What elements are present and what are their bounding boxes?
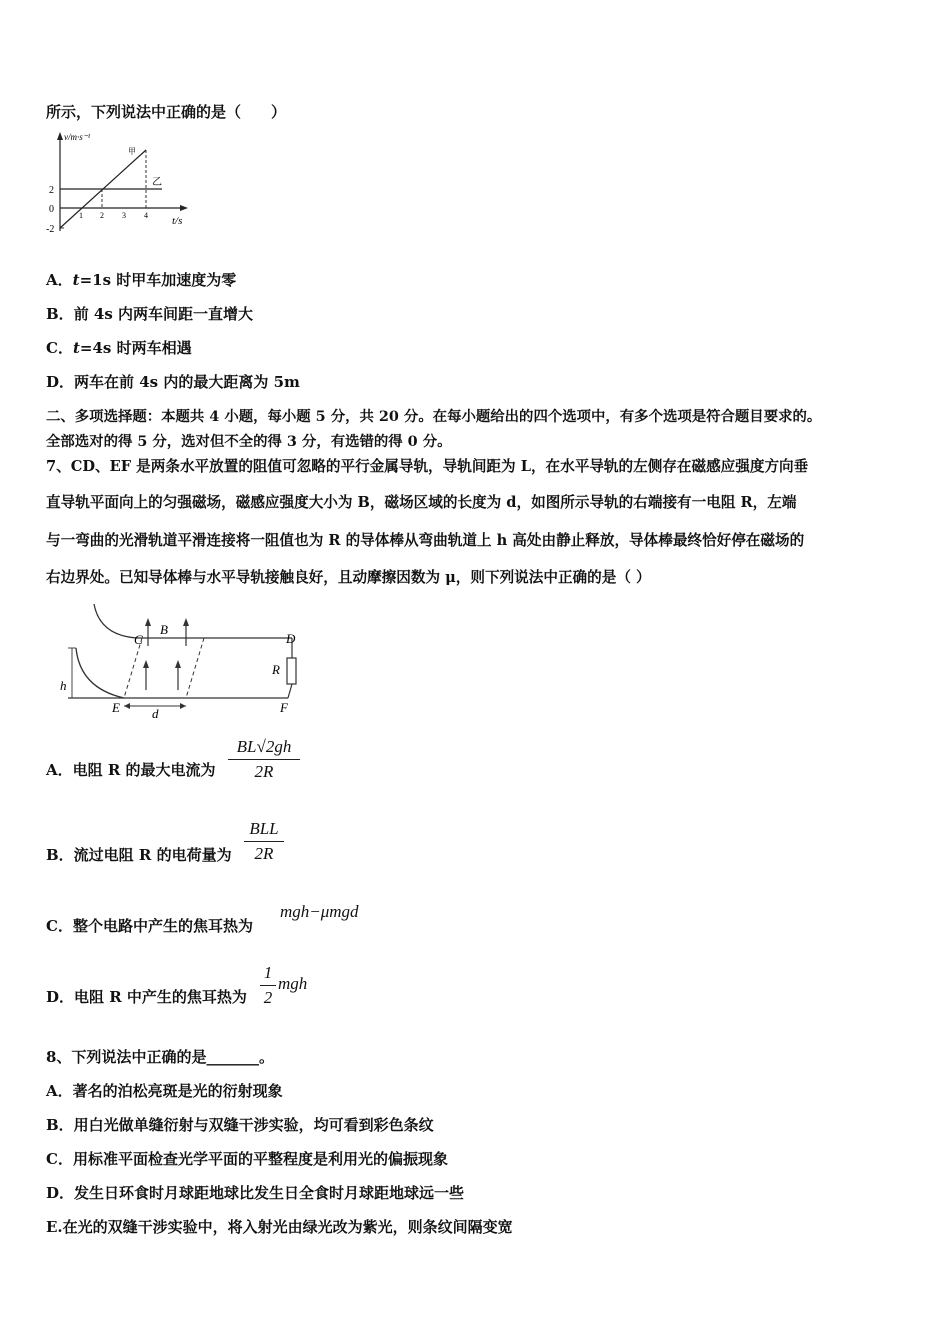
label-d: d bbox=[152, 706, 159, 718]
q8-stem: 8、下列说法中正确的是_______。 bbox=[46, 1048, 274, 1066]
option-var: t bbox=[72, 339, 80, 357]
fraction-numerator: BLL bbox=[249, 819, 279, 838]
q6-option-d[interactable] bbox=[46, 372, 300, 392]
label-h: h bbox=[60, 678, 67, 693]
option-text: 前 4s 内两车间距一直增大 bbox=[73, 305, 254, 323]
q8-option-d[interactable]: D．发生日环食时月球距地球比发生日全食时月球距地球远一些 bbox=[46, 1184, 465, 1202]
q7-option-c[interactable]: C．整个电路中产生的焦耳热为 bbox=[46, 917, 253, 935]
x-tick-4: 4 bbox=[144, 211, 148, 220]
q7-option-d-fraction bbox=[260, 962, 276, 1009]
vt-graph bbox=[44, 128, 204, 243]
q7-option-b-fraction bbox=[244, 818, 284, 865]
line-yi-label: 乙 bbox=[152, 177, 162, 188]
q6-option-b[interactable] bbox=[46, 304, 253, 324]
fraction-bar bbox=[244, 841, 284, 842]
q7-option-c-expression: mgh−μmgd bbox=[280, 902, 359, 921]
x-tick-1: 1 bbox=[79, 211, 83, 220]
section2-line1: 二、多项选择题：本题共 4 小题，每小题 5 分，共 20 分。在每小题给出的四个选项中，有多个选项是符合题目要求的。 bbox=[46, 408, 822, 425]
y-tick-2: 2 bbox=[49, 185, 54, 196]
label-C: C bbox=[134, 632, 143, 647]
label-F: F bbox=[280, 700, 288, 715]
q6-option-a[interactable] bbox=[46, 270, 236, 290]
fraction-numerator: BL√2gh bbox=[236, 737, 292, 756]
q6-option-c[interactable] bbox=[46, 338, 192, 358]
label-E: E bbox=[112, 700, 120, 715]
x-tick-3: 3 bbox=[122, 211, 126, 220]
y-axis-label: v/m·s⁻¹ bbox=[64, 132, 91, 142]
q7-option-d[interactable]: D．电阻 R 中产生的焦耳热为 bbox=[46, 988, 247, 1006]
fraction-bar bbox=[228, 759, 300, 760]
rail-figure bbox=[56, 600, 306, 718]
label-R: R bbox=[272, 662, 280, 677]
line-jia-label: 甲 bbox=[128, 147, 136, 156]
x-tick-2: 2 bbox=[100, 211, 104, 220]
option-text: 两车在前 4s 内的最大距离为 5m bbox=[74, 373, 300, 391]
fraction-denominator: 2 bbox=[263, 988, 273, 1007]
q7-option-a[interactable]: A．电阻 R 的最大电流为 bbox=[46, 761, 216, 779]
y-tick-0: 0 bbox=[49, 204, 54, 215]
option-letter: C． bbox=[46, 339, 73, 357]
section2-line2: 全部选对的得 5 分，选对但不全的得 3 分，有选错的得 0 分。 bbox=[46, 433, 452, 450]
q8-option-c[interactable]: C．用标准平面检查光学平面的平整程度是利用光的偏振现象 bbox=[46, 1150, 448, 1168]
option-letter: B． bbox=[46, 305, 74, 323]
fraction-bar bbox=[260, 985, 276, 986]
fraction-denominator: 2R bbox=[254, 762, 274, 781]
fraction-numerator: 1 bbox=[263, 963, 273, 982]
q7-option-d-tail: mgh bbox=[278, 974, 308, 993]
fraction-denominator: 2R bbox=[254, 844, 274, 863]
option-text: =1s 时甲车加速度为零 bbox=[79, 271, 237, 289]
label-B: B bbox=[160, 622, 168, 637]
q7-line2: 直导轨平面向上的匀强磁场，磁感应强度大小为 B，磁场区域的长度为 d，如图所示导轨的右端接有一电阻 R，左端 bbox=[46, 494, 797, 511]
label-D: D bbox=[286, 631, 296, 646]
q7-option-a-fraction bbox=[228, 736, 300, 783]
q6-stem: 所示，下列说法中正确的是（ ） bbox=[46, 103, 287, 121]
q8-option-e[interactable]: E.在光的双缝干涉实验中，将入射光由绿光改为紫光，则条纹间隔变宽 bbox=[46, 1218, 513, 1236]
x-axis-label: t/s bbox=[172, 215, 183, 227]
q7-line1: 7、CD、EF 是两条水平放置的阻值可忽略的平行金属导轨，导轨间距为 L，在水平导轨的左侧存在磁感应强度方向垂 bbox=[46, 458, 809, 475]
option-var: t bbox=[72, 271, 80, 289]
option-letter: A． bbox=[46, 271, 73, 289]
q8-option-a[interactable]: A．著名的泊松亮斑是光的衍射现象 bbox=[46, 1082, 283, 1100]
option-text: =4s 时两车相遇 bbox=[79, 339, 192, 357]
q7-option-b[interactable]: B．流过电阻 R 的电荷量为 bbox=[46, 846, 232, 864]
y-tick-neg2: -2 bbox=[46, 224, 55, 235]
q8-option-b[interactable]: B．用白光做单缝衍射与双缝干涉实验，均可看到彩色条纹 bbox=[46, 1116, 434, 1134]
q7-line4: 右边界处。已知导体棒与水平导轨接触良好，且动摩擦因数为 μ，则下列说法中正确的是（ ） bbox=[46, 569, 651, 586]
option-letter: D． bbox=[46, 373, 75, 391]
q7-line3: 与一弯曲的光滑轨道平滑连接将一阻值也为 R 的导体棒从弯曲轨道上 h 高处由静止释放，导体棒最终恰好停在磁场的 bbox=[46, 532, 805, 549]
